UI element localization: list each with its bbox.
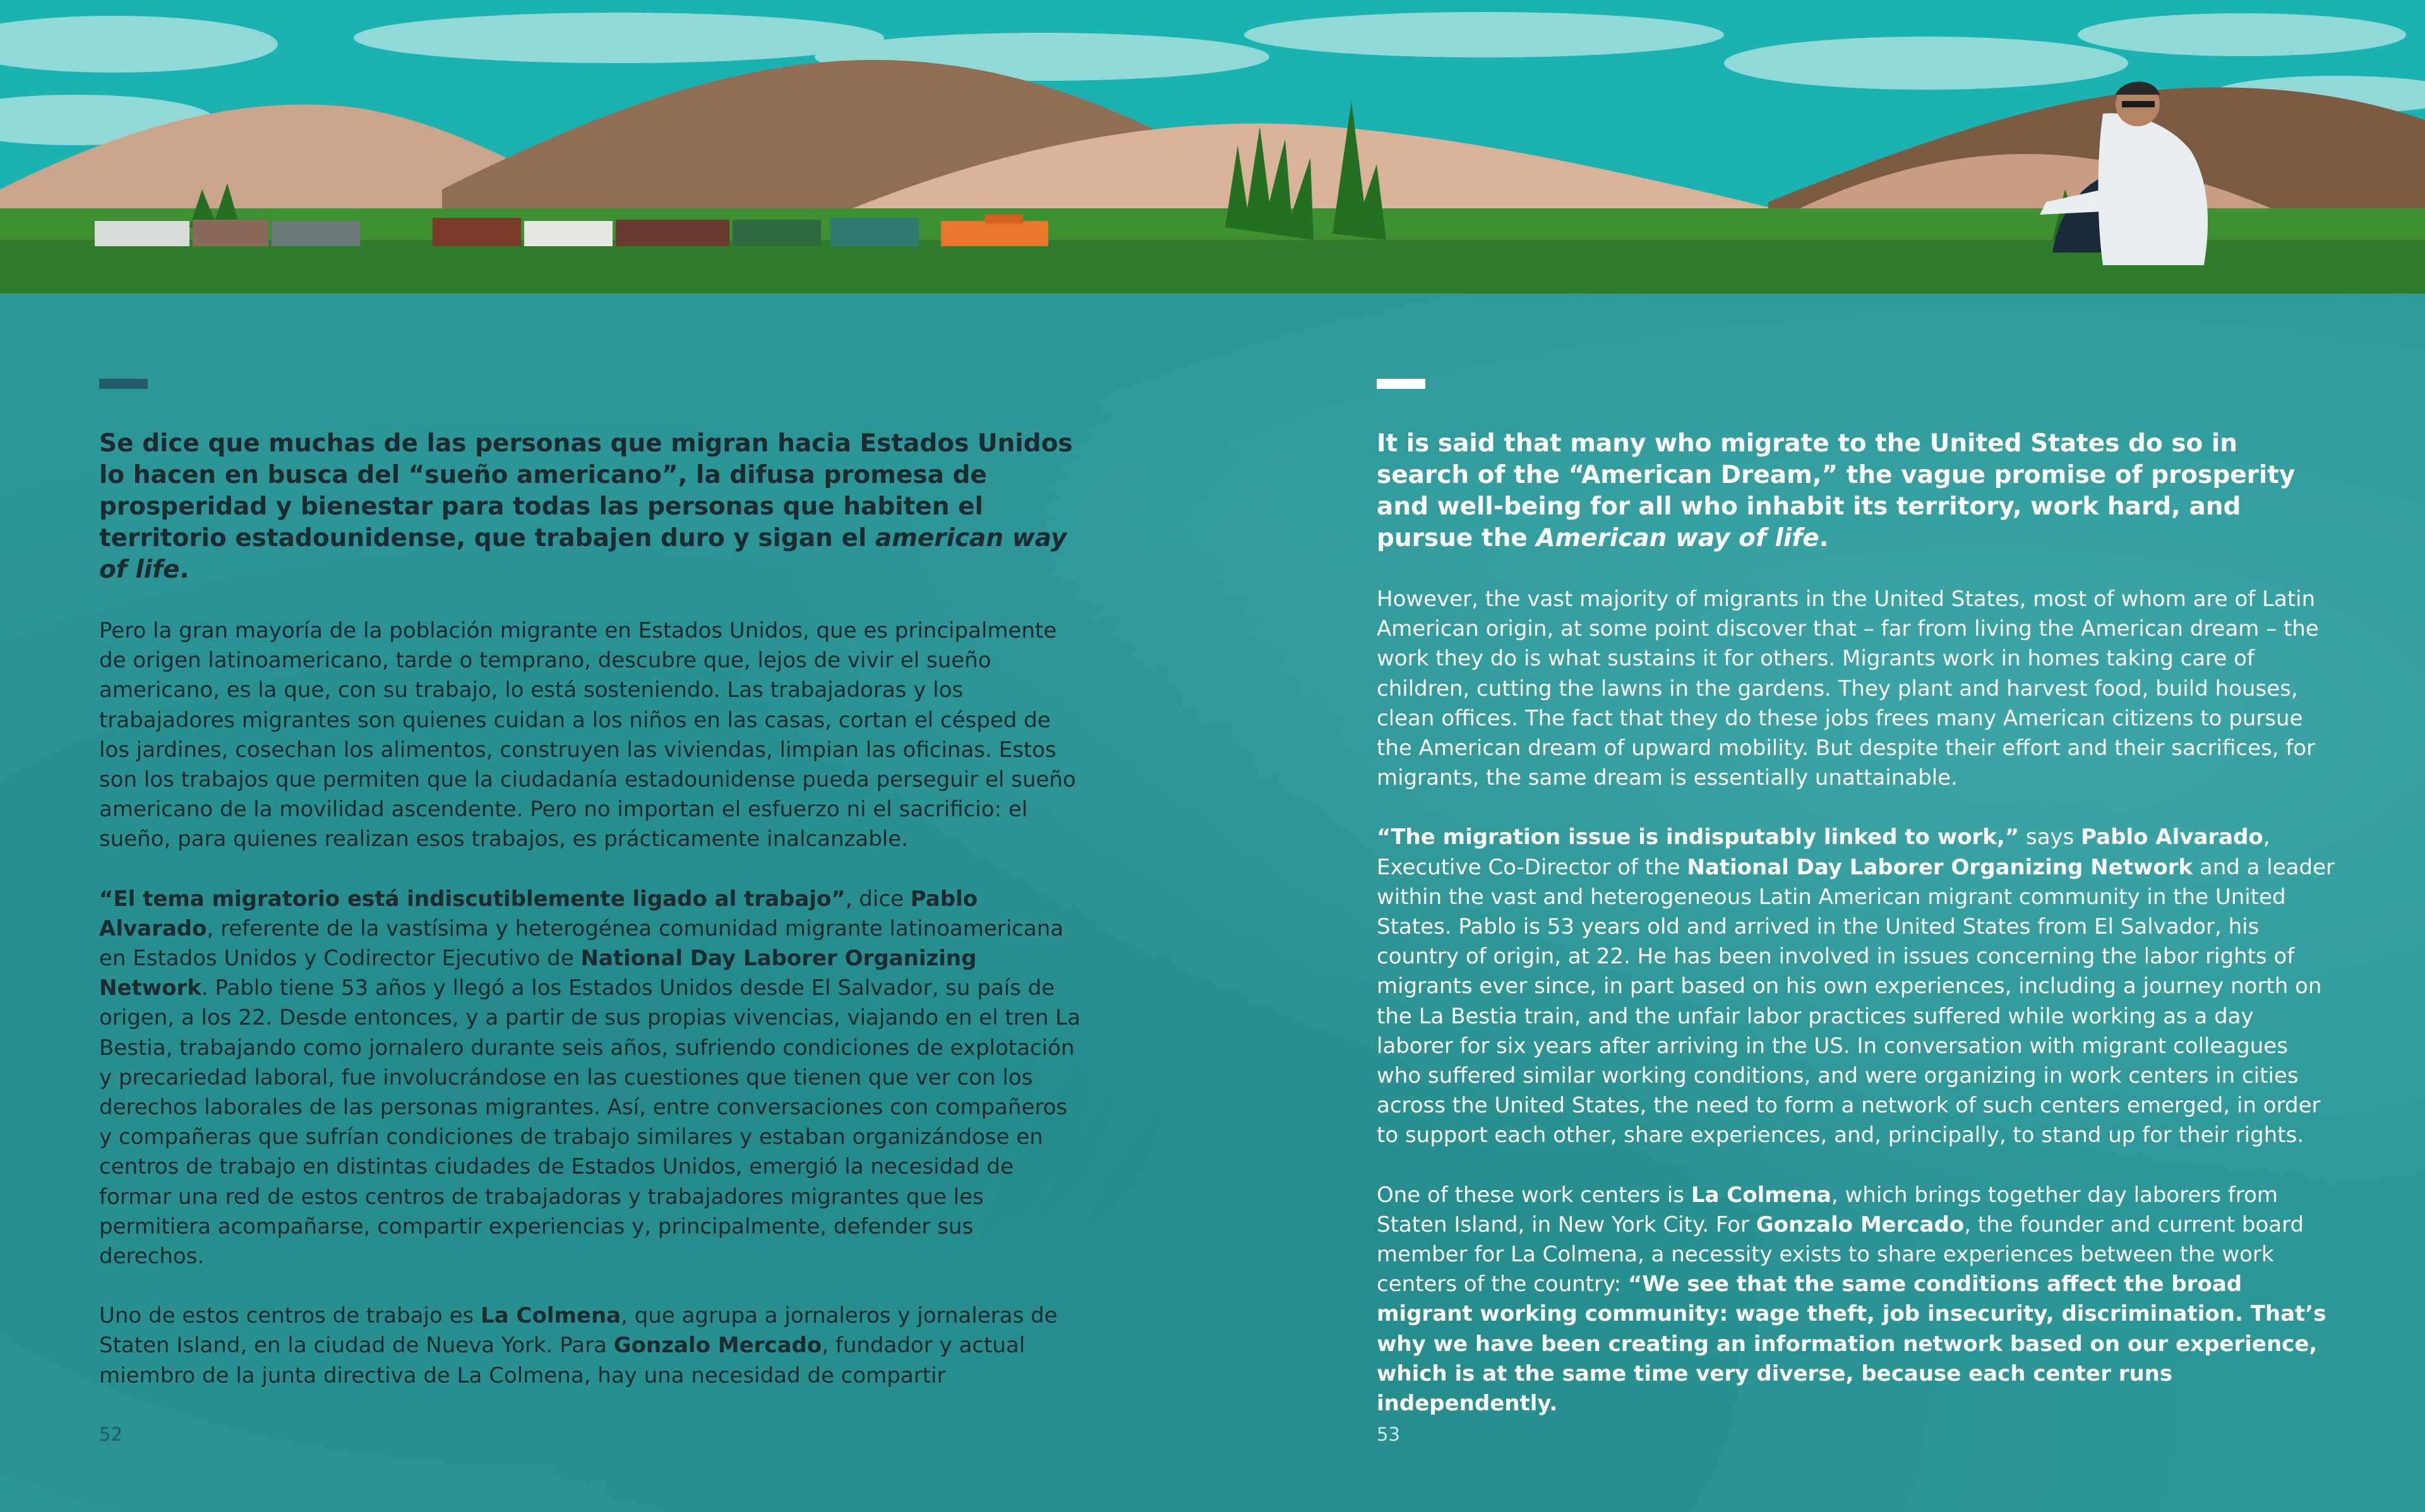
section-marker-bar <box>99 379 148 389</box>
body-paragraph-2: “The migration issue is indisputably linked to work,” says Pablo Alvarado, Executive Co-Director of the National Day Laborer Organizing Network and a leader within the vast and heterogeneous Latin American migrant community in the United States. Pablo is 53 years old and arrived in the United States from El Salvador, his country of origin, at 22. He has been involved in issues concerning the labor rights of migrants ever since, in part based on his own experiences, including a journey north on the La Bestia train, and the unfair labor practices suffered while working as a day laborer for six years after arriving in the US. In conversation with migrant colleagues who suffered similar working conditions, and were organizing in work centers in cities across the United States, the need to form a network of such centers emerged, in order to support each other, share experiences, and, principally, to stand up for their rights. <box>1377 824 2335 1148</box>
body-paragraph-3: Uno de estos centros de trabajo es La Colmena, que agrupa a jornaleros y jornaleras de Staten Island, en la ciudad de Nueva York. Para Gonzalo Mercado, fundador y actual miembro de la junta directiva de La Colmena, hay una necesidad de compartir <box>99 1303 1058 1388</box>
lead-paragraph: It is said that many who migrate to the United States do so in search of the “American Dream,” the vague promise of prosperity and well-being for all who inhabit its territory, work hard, and pursue the American way of life. <box>1377 429 2296 552</box>
lead-paragraph: Se dice que muchas de las personas que migran hacia Estados Unidos lo hacen en busca del “sueño americano”, la difusa promesa de prosperidad y bienestar para todas las personas que habiten el territorio estadounidense, que trabajen duro y sigan el american way of life. <box>99 429 1073 584</box>
page-number-right: 53 <box>1377 1424 1400 1445</box>
body-paragraph-3: One of these work centers is La Colmena, which brings together day laborers from Staten Island, in New York City. For Gonzalo Mercado, the founder and current board member for La Colmena, a necessity exists to share experiences between the work centers of the country: “We see that the same conditions affect the broad migrant working community: wage theft, job insecurity, discrimination. That’s why we have been creating an information network based on our experience, which is at the same time very diverse, because each center runs independently. <box>1377 1182 2326 1417</box>
body-paragraph-1: However, the vast majority of migrants in the United States, most of whom are of Latin American origin, at some point discover that – far from living the American dream – the work they do is what sustains it for others. Migrants work in homes taking care of children, cutting the lawns in the gardens. They plant and harvest food, build houses, clean offices. The fact that they do these jobs frees many American citizens to pursue the American dream of upward mobility. But despite their effort and their sacrifices, for migrants, the same dream is essentially unattainable. <box>1377 586 2319 791</box>
right-page-column <box>1377 379 2337 1448</box>
section-marker-bar <box>1377 379 1425 389</box>
page-number-left: 52 <box>99 1424 123 1445</box>
landscape-illustration <box>0 0 2425 294</box>
body-paragraph-2: “El tema migratorio está indiscutiblemente ligado al trabajo”, dice Pablo Alvarado, referente de la vastísima y heterogénea comunidad migrante latinoamericana en Estados Unidos y Codirector Ejecutivo de National Day Laborer Organizing Network. Pablo tiene 53 años y llegó a los Estados Unidos desde El Salvador, su país de origen, a los 22. Desde entonces, y a partir de sus propias vivencias, viajando en el tren La Bestia, trabajando como jornalero durante seis años, sufriendo condiciones de explotación y precariedad laboral, fue involucrándose en las cuestiones que tienen que ver con los derechos laborales de las personas migrantes. Así, entre conversaciones con compañeros y compañeras que sufrían condiciones de trabajo similares y estaban organizándose en centros de trabajo en distintas ciudades de Estados Unidos, emergió la necesidad de formar una red de estos centros de trabajadoras y trabajadores migrantes que les permitiera acompañarse, compartir experiencias y, principalmente, defender sus derechos. <box>99 886 1081 1270</box>
left-page-column <box>99 379 1084 1420</box>
body-paragraph-1: Pero la gran mayoría de la población migrante en Estados Unidos, que es principalmente de origen latinoamericano, tarde o temprano, descubre que, lejos de vivir el sueño americano, es la que, con su trabajo, lo está sosteniendo. Las trabajadoras y los trabajadores migrantes son quienes cuidan a los niños en las casas, cortan el césped de los jardines, cosechan los alimentos, construyen las viviendas, limpian las oficinas. Estos son los trabajos que permiten que la ciudadanía estadounidense pueda perseguir el sueño americano de la movilidad ascendente. Pero no importan el esfuerzo ni el sacrificio: el sueño, para quienes realizan esos trabajos, es prácticamente inalcanzable. <box>99 618 1076 852</box>
